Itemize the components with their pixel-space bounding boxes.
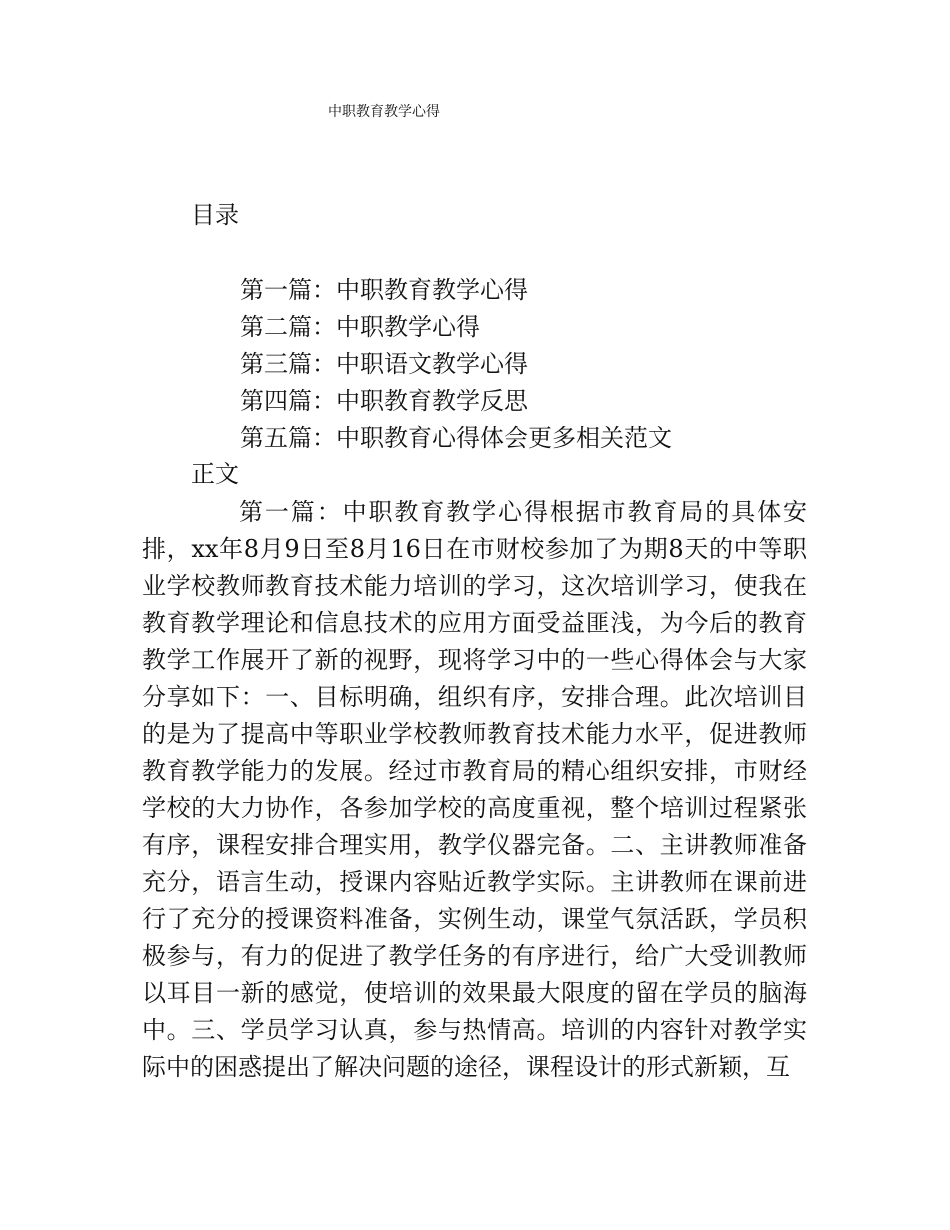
page-header-title: 中职教育教学心得 bbox=[328, 104, 440, 120]
toc-item-4: 第四篇：中职教育教学反思 bbox=[240, 387, 528, 415]
toc-heading: 目录 bbox=[191, 201, 239, 229]
toc-item-3: 第三篇：中职语文教学心得 bbox=[240, 350, 528, 378]
body-paragraph: 第一篇：中职教育教学心得根据市教育局的具体安排，xx年8月9日至8月16日在市财校参加了为期8天的中等职业学校教师教育技术能力培训的学习，这次培训学习，使我在教育教学理论和信息技术的应用方面受益匪浅，为今后的教育教学工作展开了新的视野，现将学习中的一些心得体会与大家分享如下：一、目标明确，组织有序，安排合理。此次培训目的是为了提高中等职业学校教师教育技术能力水平，促进教师教育教学能力的发展。经过市教育局的精心组织安排，市财经学校的大力协作，各参加学校的高度重视，整个培训过程紧张有序，课程安排合理实用，教学仪器完备。二、主讲教师准备充分，语言生动，授课内容贴近教学实际。主讲教师在课前进行了充分的授课资料准备，实例生动，课堂气氛活跃，学员积极参与，有力的促进了教学任务的有序进行，给广大受训教师以耳目一新的感觉，使培训的效果最大限度的留在学员的脑海中。三、学员学习认真，参与热情高。培训的内容针对教学实际中的困惑提出了解决问题的途径，课程设计的形式新颖，互 bbox=[142, 498, 807, 1081]
toc-item-1: 第一篇：中职教育教学心得 bbox=[240, 276, 528, 304]
toc-item-5: 第五篇：中职教育心得体会更多相关范文 bbox=[240, 424, 672, 452]
body-heading: 正文 bbox=[191, 460, 239, 488]
toc-item-2: 第二篇：中职教学心得 bbox=[240, 313, 480, 341]
toc-list bbox=[240, 272, 672, 457]
